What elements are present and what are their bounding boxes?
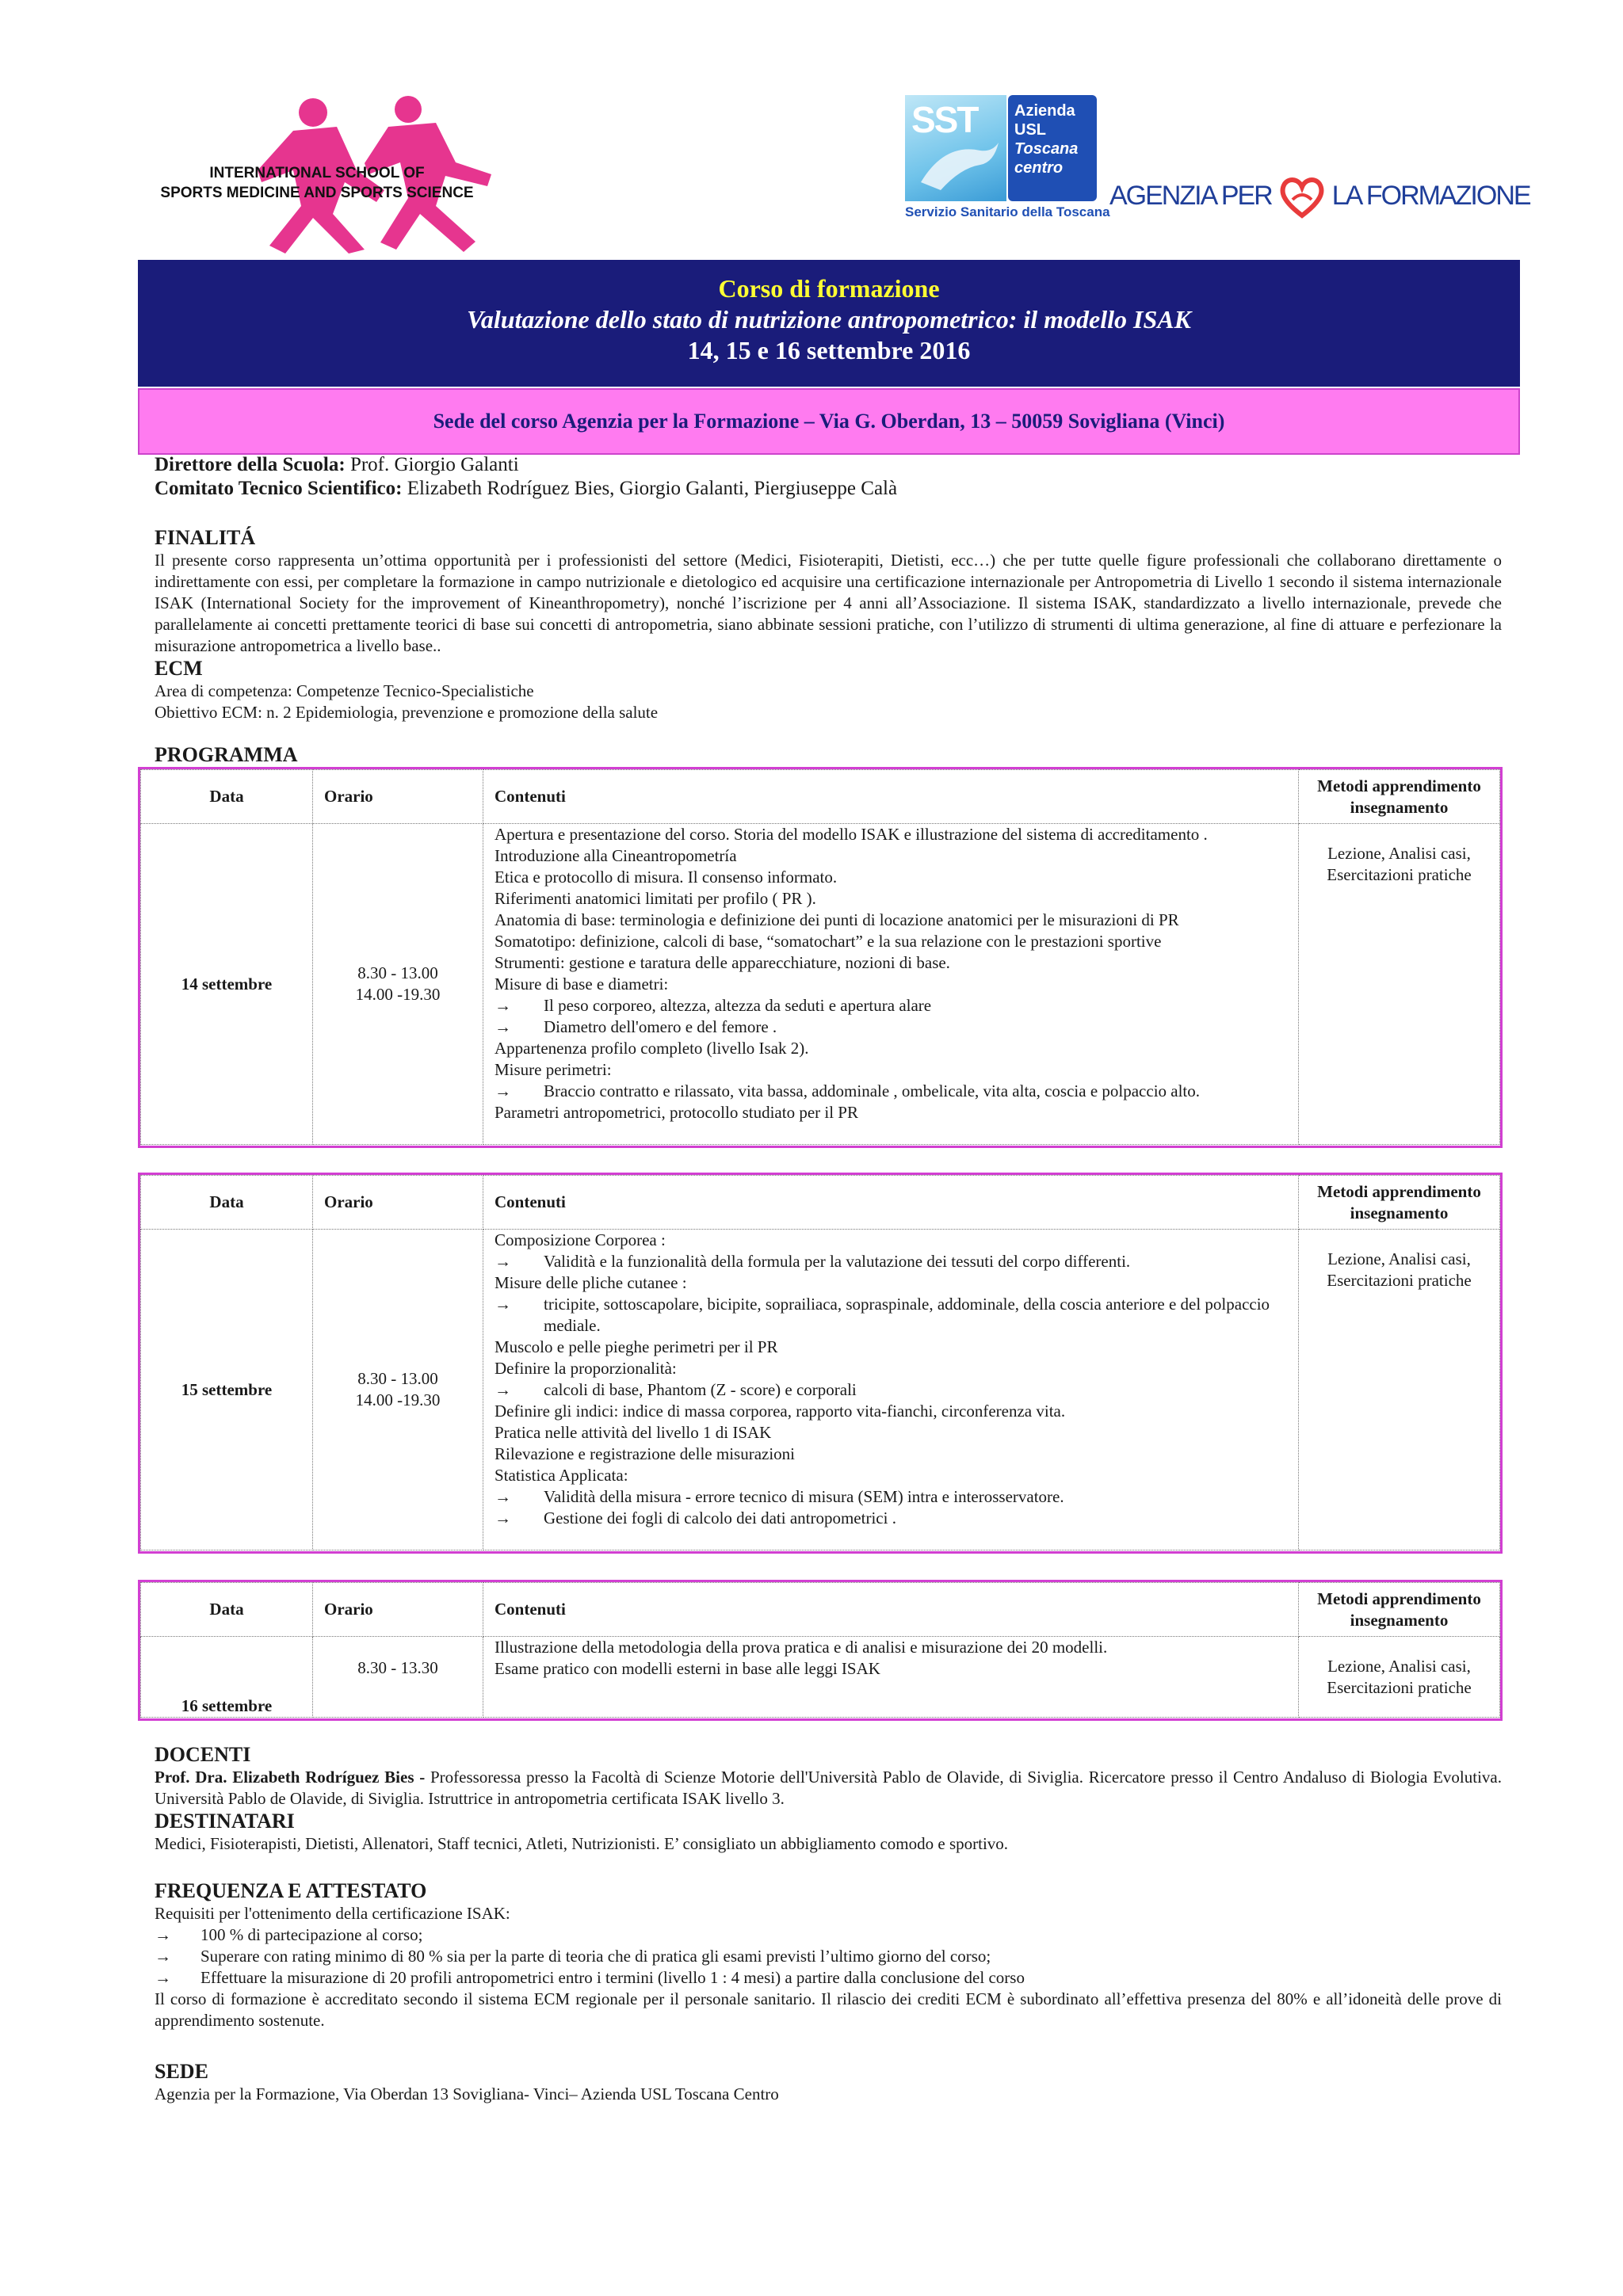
requirement-item: → Effettuare la misurazione di 20 profili antropometrici entro i termini (livello 1 : 4 mesi) a partire dalla conclusione del corso: [155, 1968, 1025, 1987]
heart-icon: [1277, 176, 1327, 219]
school-name: INTERNATIONAL SCHOOL OF SPORTS MEDICINE AND SPORTS SCIENCE: [160, 165, 474, 201]
arrow-icon: →: [495, 1252, 511, 1271]
arrow-icon: →: [155, 1947, 171, 1966]
programme-table-day3: [138, 1580, 1503, 1721]
header-data: Data: [141, 1583, 313, 1637]
arrow-icon: →: [495, 1081, 511, 1100]
course-venue-banner: Sede del corso Agenzia per la Formazione – Via G. Oberdan, 13 – 50059 Sovigliana (Vinci): [138, 388, 1520, 455]
arrow-icon: →: [155, 1968, 171, 1987]
sede-section: [155, 2060, 1502, 2105]
header-contenuti: Contenuti: [483, 1583, 1299, 1637]
day-metodi: Lezione, Analisi casi, Esercitazioni pratiche: [1299, 1230, 1500, 1550]
table-header-row: [141, 1176, 1500, 1230]
azienda-usl-badge: Azienda USL Toscana centro: [1008, 95, 1097, 201]
header-metodi: Metodi apprendimento insegnamento: [1299, 1583, 1500, 1637]
frequenza-heading: FREQUENZA E ATTESTATO: [155, 1879, 427, 1902]
ecm-obiettivo: Obiettivo ECM: n. 2 Epidemiologia, prevenzione e promozione della salute: [155, 703, 659, 722]
table-row: [141, 824, 1500, 1145]
header-contenuti: Contenuti: [483, 770, 1299, 824]
header-contenuti: Contenuti: [483, 1176, 1299, 1230]
arrow-icon: →: [495, 1017, 511, 1036]
header-metodi: Metodi apprendimento insegnamento: [1299, 1176, 1500, 1230]
programme-table-day1: [138, 767, 1503, 1148]
finalita-heading: FINALITÁ: [155, 526, 256, 549]
course-label: Corso di formazione: [718, 274, 940, 303]
course-dates: 14, 15 e 16 settembre 2016: [687, 336, 971, 364]
frequenza-intro: Requisiti per l'ottenimento della certificazione ISAK:: [155, 1904, 510, 1923]
table-header-row: [141, 1583, 1500, 1637]
day-contenuti: Apertura e presentazione del corso. Storia del modello ISAK e illustrazione del sistema di accreditamento . Introduzione alla Cineantropometría Etica e protocollo di misura. Il consenso informato. Riferimenti anatomici limitati per profilo ( PR ). Anatomia di base: terminologia e definizione dei punti di locazione anatomici per le misurazioni di PR Somatotipo: definizione, calcoli di base, “somatochart” e la sua relazione con le prestazioni sportive Strumenti: gestione e taratura delle apparecchiature, nozioni di base. Misure di base e diametri: → Il peso corporeo, altezza, altezza da seduti e apertura alare → Diametro dell'omero e del femore . Appartenenza profilo completo (livello Isak 2). Misure perimetri: → Braccio contratto e rilassato, vita bassa, addominale , ombelicale, vita alta, coscia e polpaccio alto. Parametri antropometrici, protocollo studiato per il PR: [483, 824, 1299, 1145]
requirement-item: → Superare con rating minimo di 80 % sia per la parte di teoria che di pratica gli esami previsti l’ultimo giorno del corso;: [155, 1947, 991, 1966]
arrow-icon: →: [495, 1380, 511, 1399]
school-logo: [135, 95, 507, 254]
comitato-line: Comitato Tecnico Scientifico: Elizabeth Rodríguez Bies, Giorgio Galanti, Piergiuseppe Calà: [155, 478, 898, 499]
day-metodi: Lezione, Analisi casi, Esercitazioni pratiche: [1299, 1637, 1500, 1718]
finalita-text: Il presente corso rappresenta un’ottima opportunità per i professionisti del settore (Medici, Fisioterapiti, Dietisti, ecc…) che per tutte quelle figure professionali che collaborano direttamente o indirettamente con essi, per completare la formazione in campo nutrizionale e dietologico ed acquisire una certificazione internazionale per Antropometria di Livello 1 secondo il sistema internazionale ISAK (International Society for the improvement of Kineanthropometry), nonché l’iscrizione per 4 anni all’Associazione. Il sistema ISAK, standardizzato a livello internazionale, prevede che parallelamente ai concetti prettamente teorici di base sui concetti di antropometria, siano abbinate sessioni pratiche, con l’utilizzo di strumenti di ultima generazione, al fine di attuare e perfezionare la misurazione antropometrica a livello base..: [155, 551, 1502, 655]
table-row: [141, 1637, 1500, 1718]
requirement-item: → 100 % di partecipazione al corso;: [155, 1925, 423, 1944]
day-orario: 8.30 - 13.00 14.00 -19.30: [313, 1230, 483, 1550]
sst-caption: Servizio Sanitario della Toscana: [905, 204, 1110, 219]
arrow-icon: →: [495, 1487, 511, 1506]
dolphin-icon: [905, 95, 1006, 201]
programme-table-day2: [138, 1173, 1503, 1554]
destinatari-text: Medici, Fisioterapisti, Dietisti, Allenatori, Staff tecnici, Atleti, Nutrizionisti. E’ consigliato un abbigliamento comodo e sportivo.: [155, 1834, 1009, 1853]
header-data: Data: [141, 770, 313, 824]
header-orario: Orario: [313, 1176, 483, 1230]
day-contenuti: Illustrazione della metodologia della prova pratica e di analisi e misurazione dei 20 modelli. Esame pratico con modelli esterni in base alle leggi ISAK: [483, 1637, 1299, 1718]
direttore-line: Direttore della Scuola: Prof. Giorgio Galanti: [155, 454, 519, 475]
sede-heading: SEDE: [155, 2060, 208, 2083]
sst-tile: SST: [905, 95, 1006, 201]
docenti-section: [155, 1743, 1502, 1855]
course-title-banner: [138, 260, 1520, 387]
day-date: 14 settembre: [141, 824, 313, 1145]
day-metodi: Lezione, Analisi casi, Esercitazioni pratiche: [1299, 824, 1500, 1145]
course-title: Valutazione dello stato di nutrizione antropometrico: il modello ISAK: [467, 305, 1191, 334]
day-date: 16 settembre: [141, 1637, 313, 1718]
programma-heading: PROGRAMMA: [155, 743, 298, 766]
day-contenuti: Composizione Corporea : → Validità e la funzionalità della formula per la valutazione dei tessuti del corpo differenti. Misure delle pliche cutanee : → tricipite, sottoscapolare, bicipite, soprailiaca, sopraspinale, addominale, della coscia anteriore e del polpaccio mediale. Muscolo e pelle pieghe perimetri per il PR Definire la proporzionalità: → calcoli di base, Phantom (Z - score) e corporali Definire gli indici: indice di massa corporea, rapporto vita-fianchi, circonferenza vita. Pratica nelle attività del livello 1 di ISAK Rilevazione e registrazione delle misurazioni Statistica Applicata: → Validità della misura - errore tecnico di misura (SEM) intra e interosservatore. → Gestione dei fogli di calcolo dei dati antropometrici .: [483, 1230, 1299, 1550]
day-orario: 8.30 - 13.00 14.00 -19.30: [313, 824, 483, 1145]
ecm-heading: ECM: [155, 657, 203, 680]
finalita-section: [155, 526, 1502, 723]
day-date: 15 settembre: [141, 1230, 313, 1550]
ecm-area: Area di competenza: Competenze Tecnico-Specialistiche: [155, 681, 534, 700]
header-orario: Orario: [313, 770, 483, 824]
sst-logo: [905, 95, 1110, 230]
direzione: [155, 453, 1502, 501]
docenti-text: Prof. Dra. Elizabeth Rodríguez Bies - Professoressa presso la Facoltà di Scienze Motorie dell'Università Pablo de Olavide, di Siviglia. Ricercatore presso il Centro Andaluso di Biologia Evolutiva. Università Pablo de Olavide, di Siviglia. Istruttrice in antropometria certificata ISAK livello 3.: [155, 1768, 1502, 1808]
destinatari-heading: DESTINATARI: [155, 1810, 295, 1833]
agenzia-formazione-logo: AGENZIA PER LA FORMAZIONE: [1109, 176, 1530, 223]
frequenza-section: [155, 1879, 1502, 2031]
arrow-icon: →: [495, 996, 511, 1015]
header-data: Data: [141, 1176, 313, 1230]
arrow-icon: →: [155, 1925, 171, 1944]
day-orario: 8.30 - 13.30: [313, 1637, 483, 1718]
table-row: [141, 1230, 1500, 1550]
arrow-icon: →: [495, 1508, 511, 1527]
docenti-heading: DOCENTI: [155, 1743, 251, 1766]
arrow-icon: →: [495, 1295, 511, 1314]
header-metodi: Metodi apprendimento insegnamento: [1299, 770, 1500, 824]
table-header-row: [141, 770, 1500, 824]
frequenza-text: Il corso di formazione è accreditato secondo il sistema ECM regionale per il personale sanitario. Il rilascio dei crediti ECM è subordinato all’effettiva presenza del 80% e all’idoneità delle prove di apprendimento sostenute.: [155, 1989, 1502, 2030]
sede-text: Agenzia per la Formazione, Via Oberdan 13 Sovigliana- Vinci– Azienda USL Toscana Centro: [155, 2084, 779, 2103]
header-orario: Orario: [313, 1583, 483, 1637]
